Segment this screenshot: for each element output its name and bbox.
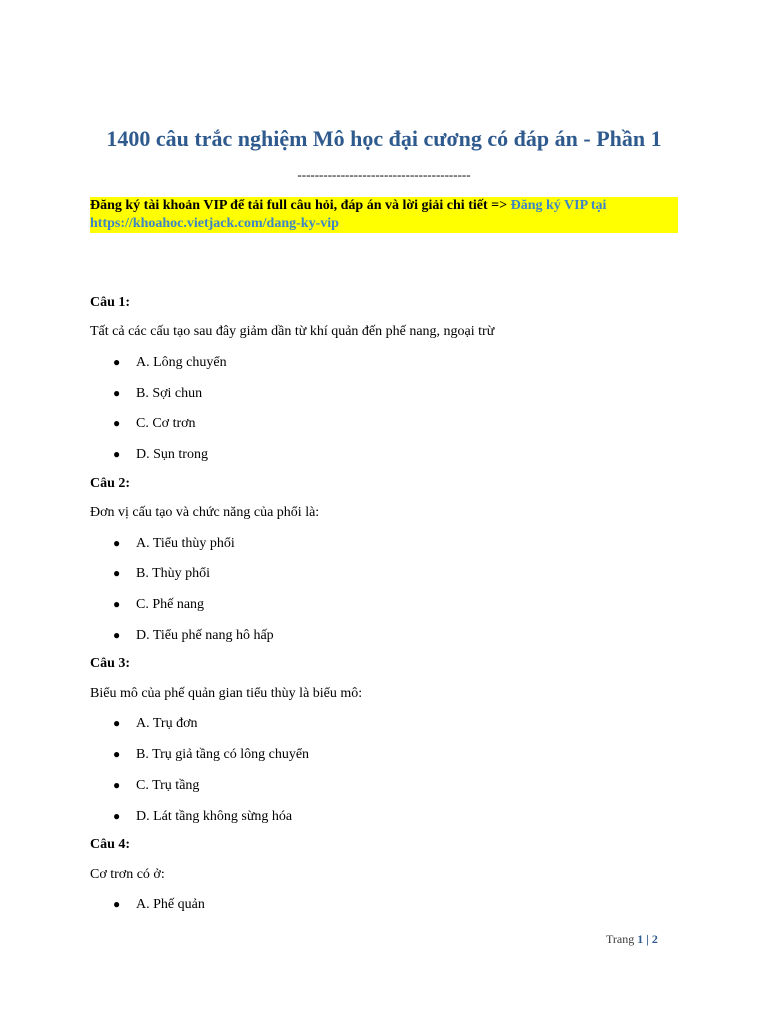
option-label: B. Trụ giả tầng có lông chuyển xyxy=(136,747,310,762)
option-label: C. Phế nang xyxy=(136,597,205,612)
question-2-option-c xyxy=(113,595,204,614)
vip-link[interactable]: Đăng ký VIP tại https://khoahoc.vietjack.com/dang-ky-vip xyxy=(90,198,607,231)
question-1-option-c xyxy=(113,414,196,433)
option-label: A. Lông chuyển xyxy=(136,355,227,370)
question-3-option-a xyxy=(113,714,197,733)
question-2-option-d xyxy=(113,626,274,645)
title-divider: ---------------------------------------- xyxy=(297,167,471,182)
bullet-icon: ● xyxy=(113,447,121,461)
bullet-icon: ● xyxy=(113,416,121,430)
question-1-option-d xyxy=(113,445,208,464)
option-label: D. Tiểu phế nang hô hấp xyxy=(136,628,274,643)
option-label: A. Trụ đơn xyxy=(136,716,198,731)
bullet-icon: ● xyxy=(113,628,121,642)
bullet-icon: ● xyxy=(113,566,121,580)
option-label: C. Trụ tầng xyxy=(136,778,200,793)
bullet-icon: ● xyxy=(113,747,121,761)
bullet-icon: ● xyxy=(113,778,121,792)
question-3-label: Câu 3: xyxy=(90,656,131,671)
question-3-option-d xyxy=(113,807,292,826)
vip-banner xyxy=(90,197,678,233)
question-1-label: Câu 1: xyxy=(90,295,131,310)
question-2-option-b xyxy=(113,564,210,583)
question-1-text: Tất cả các cấu tạo sau đây giảm dần từ khí quản đến phế nang, ngoại trừ xyxy=(90,324,495,339)
option-label: B. Thùy phổi xyxy=(136,566,211,581)
question-1-option-a xyxy=(113,353,227,372)
question-2-text: Đơn vị cấu tạo và chức năng của phổi là: xyxy=(90,505,320,520)
vip-text: Đăng ký tài khoản VIP để tải full câu hỏi, đáp án và lời giải chi tiết => xyxy=(90,198,508,213)
page-footer xyxy=(606,931,658,947)
option-label: B. Sợi chun xyxy=(136,386,203,401)
option-label: D. Sụn trong xyxy=(136,447,208,462)
question-2-option-a xyxy=(113,534,235,553)
footer-separator: | xyxy=(646,932,649,946)
option-label: D. Lát tầng không sừng hóa xyxy=(136,809,293,824)
bullet-icon: ● xyxy=(113,716,121,730)
footer-total-pages: 2 xyxy=(651,932,658,946)
question-3-option-c xyxy=(113,776,199,795)
bullet-icon: ● xyxy=(113,597,121,611)
option-label: A. Phế quản xyxy=(136,897,205,912)
bullet-icon: ● xyxy=(113,809,121,823)
question-3-option-b xyxy=(113,745,309,764)
question-4-option-a xyxy=(113,895,205,914)
bullet-icon: ● xyxy=(113,355,121,369)
document-title: 1400 câu trắc nghiệm Mô học đại cương có đáp án - Phần 1 xyxy=(106,126,662,151)
footer-page-number: 1 xyxy=(637,932,644,946)
footer-label: Trang xyxy=(606,932,635,946)
question-4-text: Cơ trơn có ở: xyxy=(90,867,165,882)
question-2-label: Câu 2: xyxy=(90,476,131,491)
question-1-option-b xyxy=(113,384,202,403)
question-3-text: Biểu mô của phế quản gian tiểu thùy là biểu mô: xyxy=(90,686,363,701)
option-label: C. Cơ trơn xyxy=(136,416,196,431)
bullet-icon: ● xyxy=(113,386,121,400)
question-4-label: Câu 4: xyxy=(90,837,131,852)
option-label: A. Tiểu thùy phổi xyxy=(136,536,235,551)
bullet-icon: ● xyxy=(113,536,121,550)
bullet-icon: ● xyxy=(113,897,121,911)
